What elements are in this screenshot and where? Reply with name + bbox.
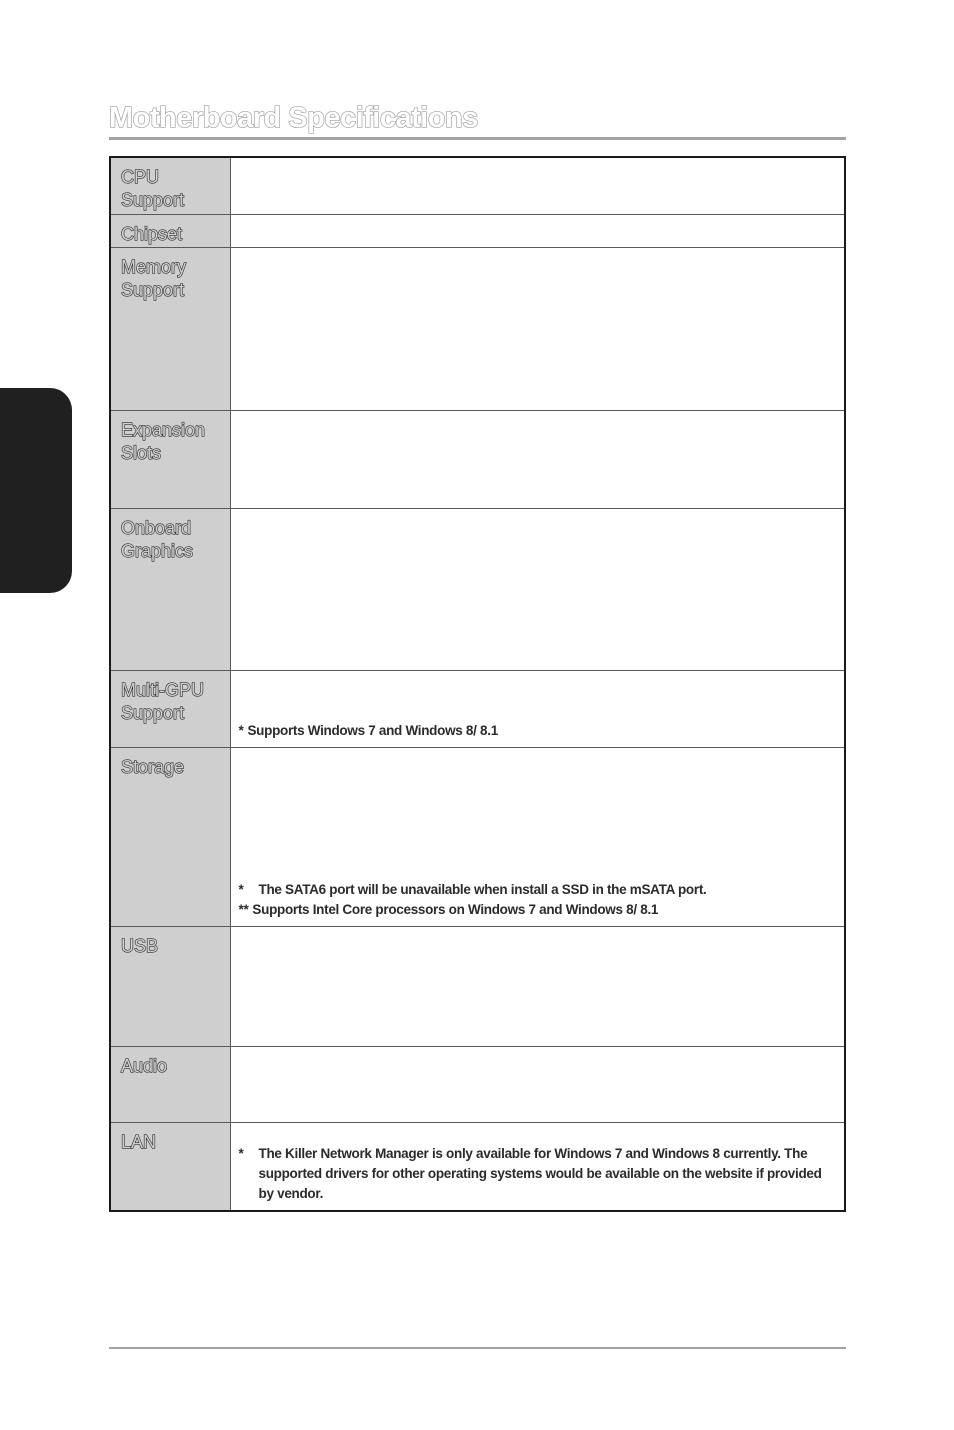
spec-row-multigpu — [110, 670, 845, 747]
spec-value-multigpu — [230, 670, 845, 747]
footnote-marker: * — [238, 722, 244, 738]
spec-label-line: Support — [121, 279, 185, 300]
footnotes — [239, 880, 837, 920]
footnote-text: The SATA6 port will be unavailable when install a SSD in the mSATA port. — [258, 881, 707, 897]
footnotes — [239, 1144, 837, 1204]
chapter-side-tab — [0, 388, 72, 593]
title-divider — [109, 137, 846, 140]
spec-label-line: Expansion — [121, 419, 206, 440]
footnote — [239, 721, 837, 741]
spec-value-cpu — [230, 157, 845, 214]
spec-value-expansion — [230, 410, 845, 508]
footnote-text: The Killer Network Manager is only available for Windows 7 and Windows 8 currently. The supported drivers for other operating systems would be available on the website if provided by vendor. — [258, 1146, 822, 1201]
spec-label-line: Slots — [121, 442, 162, 463]
spec-label-line: Graphics — [121, 540, 194, 561]
spec-label-storage — [110, 747, 230, 926]
footnote — [239, 880, 837, 900]
footnote — [239, 1144, 837, 1204]
spec-label-expansion — [110, 410, 230, 508]
spec-label-line: Onboard — [121, 517, 192, 538]
footnote — [239, 900, 837, 920]
spec-label-line: USB — [121, 935, 159, 956]
spec-row-lan — [110, 1122, 845, 1211]
footnote-text: Supports Windows 7 and Windows 8/ 8.1 — [247, 722, 498, 738]
footnote-text: Supports Intel Core processors on Windows 7 and Windows 8/ 8.1 — [252, 901, 659, 917]
spec-value-storage — [230, 747, 845, 926]
spec-label-line: Support — [121, 190, 185, 210]
spec-row-cpu — [110, 157, 845, 214]
spec-label-cpu — [110, 157, 230, 214]
spec-row-storage — [110, 747, 845, 926]
spec-label-line: Storage — [121, 756, 185, 777]
spec-value-chipset — [230, 214, 845, 247]
spec-value-lan — [230, 1122, 845, 1211]
spec-row-graphics — [110, 508, 845, 670]
spec-label-line: Audio — [121, 1055, 168, 1076]
page-title: Motherboard Specifications — [109, 102, 478, 134]
spec-label-usb — [110, 926, 230, 1046]
spec-label-line: CPU — [121, 167, 160, 187]
spec-label-chipset — [110, 214, 230, 247]
spec-label-audio — [110, 1046, 230, 1122]
footer-divider — [109, 1347, 846, 1349]
spec-label-line: Multi-GPU — [121, 679, 205, 700]
spec-label-graphics — [110, 508, 230, 670]
footnote-marker: ** — [238, 901, 249, 917]
spec-value-graphics — [230, 508, 845, 670]
spec-label-lan — [110, 1122, 230, 1211]
spec-row-audio — [110, 1046, 845, 1122]
spec-row-expansion — [110, 410, 845, 508]
footnotes — [239, 721, 837, 741]
footnote-marker: * — [238, 1146, 244, 1161]
spec-label-line: Chipset — [121, 223, 183, 244]
spec-label-memory — [110, 247, 230, 410]
spec-label-line: LAN — [121, 1131, 157, 1152]
spec-row-chipset — [110, 214, 845, 247]
footnote-marker: * — [238, 881, 244, 897]
spec-value-audio — [230, 1046, 845, 1122]
spec-label-line: Support — [121, 702, 185, 723]
spec-table — [109, 156, 846, 1212]
spec-label-line: Memory — [121, 256, 187, 277]
spec-value-memory — [230, 247, 845, 410]
spec-row-usb — [110, 926, 845, 1046]
spec-row-memory — [110, 247, 845, 410]
spec-value-usb — [230, 926, 845, 1046]
spec-label-multigpu — [110, 670, 230, 747]
